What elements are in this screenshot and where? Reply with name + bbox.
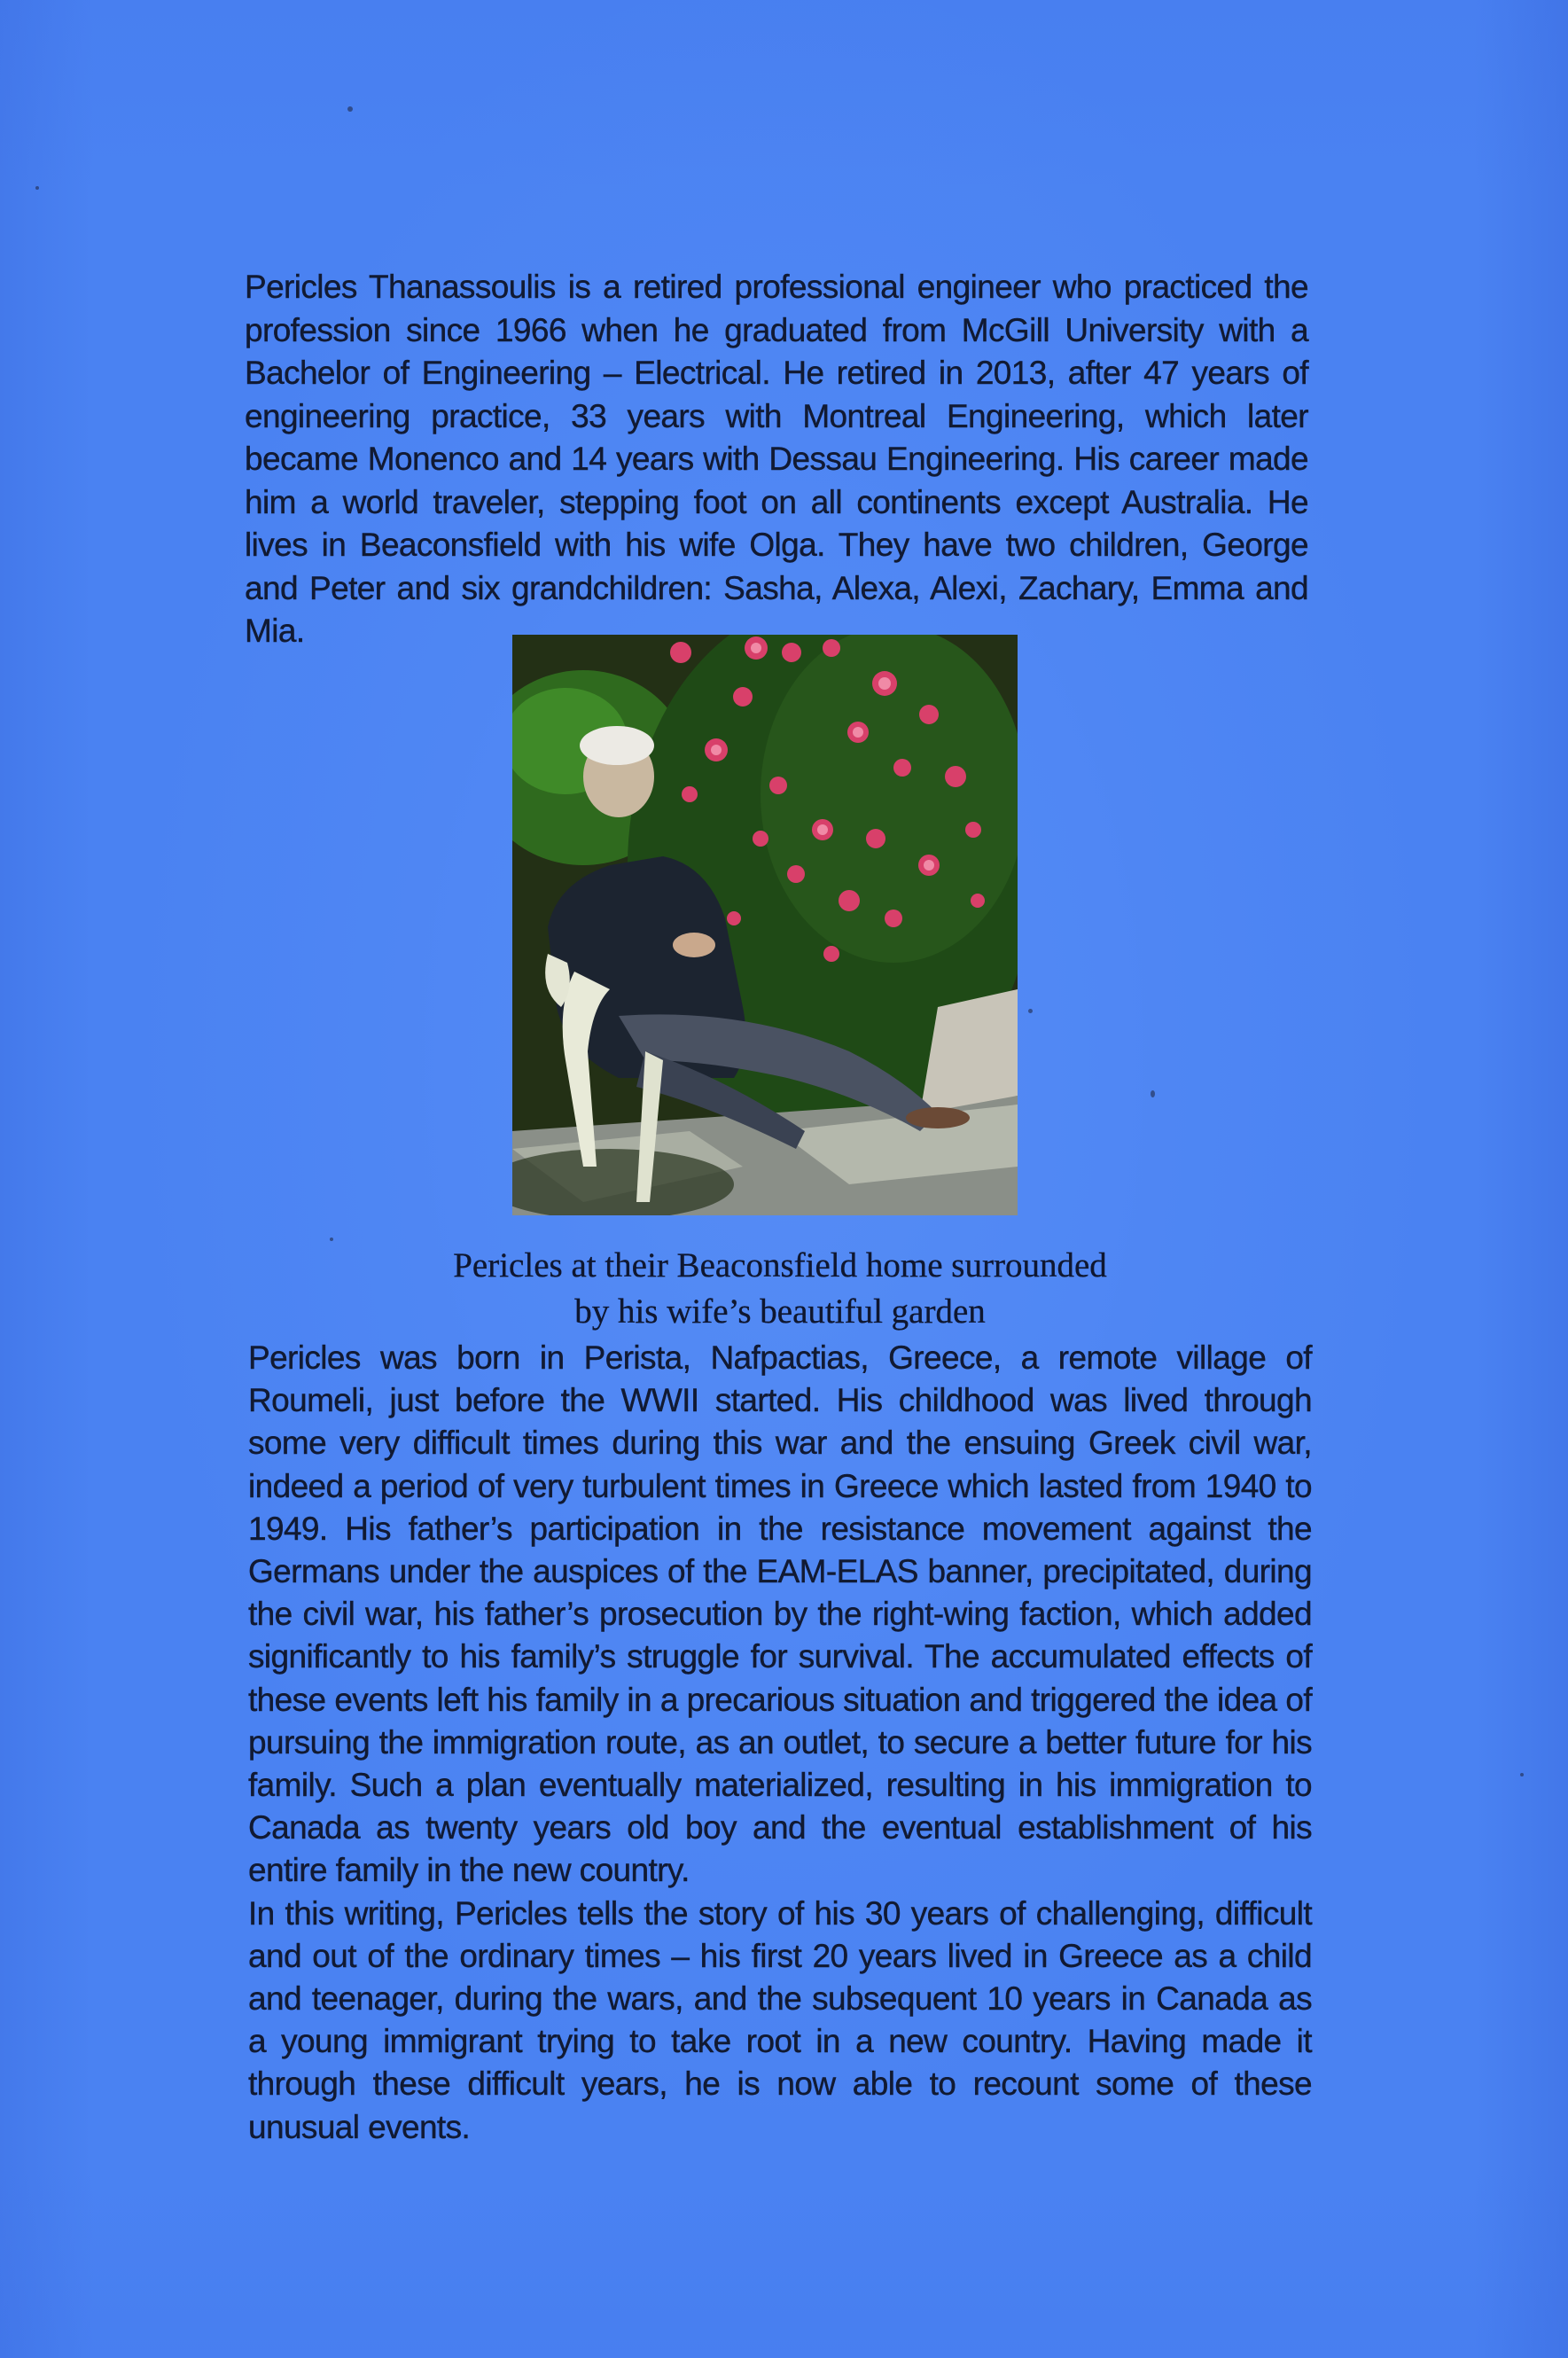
author-bio: Pericles Thanassoulis is a retired professional engineer who practiced the profession since 1966 when he graduated from McGill University with a Bachelor of Engineering – Electrical. He retired in 2013, after 47 years of engineering practice, 33 years with Montreal Engineering, which later became Monenco and 14 years with Dessau Engineering. His career made him a world traveler, stepping foot on all continents except Australia. He lives in Beaconsfield with his wife Olga. They have two children, George and Peter and six grandchildren: Sasha, Alexa, Alexi, Zachary, Emma and Mia. — [245, 269, 1308, 649]
caption-line-2: by his wife’s beautiful garden — [574, 1292, 986, 1331]
print-speck — [330, 1238, 333, 1241]
caption-line-1: Pericles at their Beaconsfield home surrounded — [453, 1246, 1107, 1284]
print-speck — [1520, 1773, 1524, 1776]
photo-caption — [293, 1243, 1268, 1335]
book-summary — [248, 1337, 1312, 2149]
author-photo — [512, 635, 1018, 1215]
print-speck — [347, 106, 353, 112]
print-speck — [35, 186, 39, 190]
garden-portrait-photo-icon — [512, 635, 1018, 1215]
summary-paragraph-2: In this writing, Pericles tells the story of his 30 years of challenging, difficult and out of the ordinary times – his first 20 years lived in Greece as a child and teenager, during the wars, and the subsequent 10 years in Canada as a young immigrant trying to take root in a new country. Having made it through these difficult years, he is now able to recount some of these unusual events. — [248, 1894, 1312, 2145]
summary-paragraph-1: Pericles was born in Perista, Nafpactias, Greece, a remote village of Roumeli, just before the WWII started. His childhood was lived through some very difficult times during this war and the ensuing Greek civil war, indeed a period of very turbulent times in Greece which lasted from 1940 to 1949. His father’s participation in the resistance movement against the Germans under the auspices of the EAM-ELAS banner, precipitated, during the civil war, his father’s prosecution by the right-wing faction, which added significantly to his family’s struggle for survival. The accumulated effects of these events left his family in a precarious situation and triggered the idea of pursuing the immigration route, as an outlet, to secure a better future for his family. Such a plan eventually materialized, resulting in his immigration to Canada as twenty years old boy and the eventual establishment of his entire family in the new country. — [248, 1339, 1312, 1889]
print-speck — [1151, 1090, 1155, 1097]
print-speck — [1028, 1009, 1033, 1013]
